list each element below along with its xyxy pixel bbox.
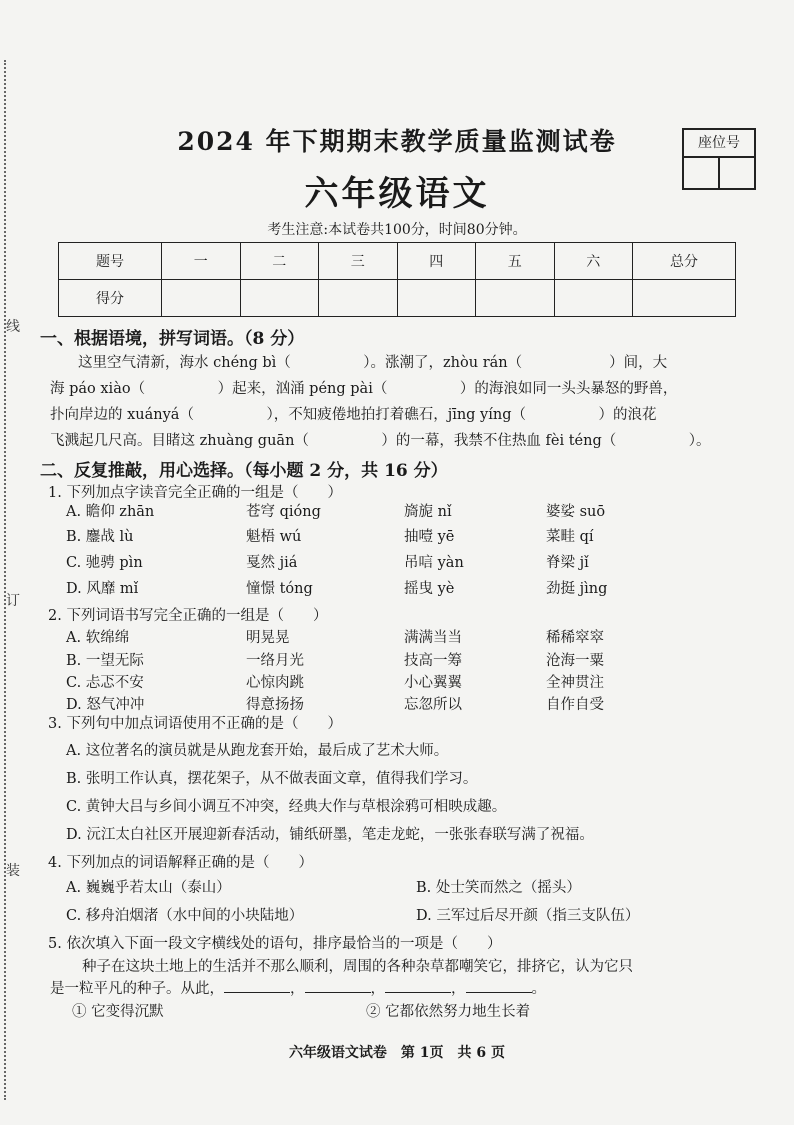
q5-separator: 。 — [531, 981, 546, 997]
q2-option: 心惊肉跳 — [246, 675, 304, 691]
q2-option: 忘忽所以 — [404, 697, 462, 713]
q2-option: C. 忐忑不安 — [66, 675, 144, 691]
question-5-stem: 5. 依次填入下面一段文字横线处的语句，排序最恰当的一项是（ ） — [48, 936, 502, 952]
q5-blank — [224, 978, 290, 993]
q3-option: C. 黄钟大吕与乡间小调互不冲突，经典大作与草根涂鸦可相映成趣。 — [66, 799, 507, 815]
seat-number-box — [682, 128, 756, 190]
section-1-line: 扑向岸边的 xuányá（ ），不知疲倦地拍打着礁石，jīng yíng（ ）的浪花 — [50, 407, 657, 423]
q2-option: D. 怒气冲冲 — [66, 697, 145, 713]
q2-option: 一络月光 — [246, 653, 304, 669]
section-1-line: 这里空气清新，海水 chéng bì（ ）。涨潮了，zhòu rán（ ）间，大 — [78, 355, 668, 371]
q5-separator: ， — [370, 981, 385, 997]
exam-subtitle: 六年级语文 — [304, 174, 490, 214]
binding-line — [4, 60, 12, 1100]
q1-option: 摇曳 yè — [404, 581, 455, 597]
q3-option: A. 这位著名的演员就是从跑龙套开始，最后成了艺术大师。 — [66, 743, 449, 759]
q4-option: B. 处士笑而然之（摇头） — [416, 880, 581, 896]
score-header-cell: 题号 — [59, 243, 162, 280]
q5-choice: ① 它变得沉默 — [72, 1004, 164, 1020]
seat-number-label: 座位号 — [684, 130, 754, 158]
q5-passage-line — [50, 977, 546, 998]
q5-blank — [466, 978, 532, 993]
exam-notice: 考生注意:本试卷共100分，时间80分钟。 — [267, 222, 527, 238]
q2-option: 全神贯注 — [546, 675, 604, 691]
q5-separator: ， — [290, 981, 305, 997]
q1-option: 戛然 jiá — [246, 555, 298, 571]
q1-option: 魁梧 wú — [246, 529, 302, 545]
q1-option: 脊梁 jǐ — [546, 555, 589, 571]
q3-option: B. 张明工作认真，摆花架子，从不做表面文章，值得我们学习。 — [66, 771, 478, 787]
q1-option: 憧憬 tóng — [246, 581, 313, 597]
section-2-heading: 二、反复推敲，用心选择。（每小题 2 分，共 16 分） — [40, 461, 448, 481]
q3-option: D. 沅江太白社区开展迎新春活动，铺纸研墨，笔走龙蛇，一张张春联写满了祝福。 — [66, 827, 594, 843]
binding-char: 线 — [6, 319, 20, 335]
score-header-cell: 四 — [397, 243, 476, 280]
score-cell — [162, 280, 241, 317]
score-header-cell: 五 — [476, 243, 555, 280]
question-3-stem: 3. 下列句中加点词语使用不正确的是（ ） — [48, 716, 342, 732]
seat-cell — [684, 158, 720, 188]
q5-blank — [305, 978, 371, 993]
score-cell — [554, 280, 633, 317]
q4-option: D. 三军过后尽开颜（指三支队伍） — [416, 908, 640, 924]
score-table-header-row — [59, 243, 736, 280]
question-2-stem: 2. 下列词语书写完全正确的一组是（ ） — [48, 608, 328, 624]
q2-option: 沧海一粟 — [546, 653, 604, 669]
binding-char: 装 — [6, 863, 20, 879]
exam-title: 2024 年下期期末教学质量监测试卷 — [177, 127, 617, 156]
q5-blank — [385, 978, 451, 993]
q2-option: 得意扬扬 — [246, 697, 304, 713]
section-1-line: 海 páo xiào（ ）起来，汹涌 péng pài（ ）的海浪如同一头头暴怒的野兽， — [50, 381, 678, 397]
q4-option: A. 巍巍乎若太山（泰山） — [66, 880, 231, 896]
score-cell — [240, 280, 319, 317]
q5-choice: ② 它都依然努力地生长着 — [366, 1004, 531, 1020]
q2-option: 明晃晃 — [246, 630, 290, 646]
score-header-cell: 总分 — [633, 243, 736, 280]
q2-option: B. 一望无际 — [66, 653, 144, 669]
score-cell — [319, 280, 398, 317]
q1-option: 苍穹 qióng — [246, 504, 321, 520]
q1-option: B. 鏖战 lù — [66, 529, 134, 545]
q4-option: C. 移舟泊烟渚（水中间的小块陆地） — [66, 908, 304, 924]
section-1-line: 飞溅起几尺高。目睹这 zhuàng guān（ ）的一幕，我禁不住热血 fèi téng（ ）。 — [50, 433, 711, 449]
score-table-score-row — [59, 280, 736, 317]
q1-option: D. 风靡 mǐ — [66, 581, 139, 597]
score-cell — [476, 280, 555, 317]
q1-option: 吊唁 yàn — [404, 555, 464, 571]
q1-option: 旖旎 nǐ — [404, 504, 452, 520]
score-cell — [633, 280, 736, 317]
q2-option: 自作自受 — [546, 697, 604, 713]
q1-option: 抽噎 yē — [404, 529, 455, 545]
seat-cell — [720, 158, 754, 188]
question-1-stem: 1. 下列加点字读音完全正确的一组是（ ） — [48, 485, 342, 501]
q5-passage-line: 种子在这块土地上的生活并不那么顺利，周围的各种杂草都嘲笑它，排挤它，认为它只 — [82, 959, 633, 975]
score-table — [58, 242, 736, 317]
q2-option: A. 软绵绵 — [66, 630, 130, 646]
q1-option: A. 瞻仰 zhān — [66, 504, 155, 520]
q2-option: 稀稀窣窣 — [546, 630, 604, 646]
q1-option: C. 驰骋 pìn — [66, 555, 143, 571]
q1-option: 菜畦 qí — [546, 529, 594, 545]
page-footer: 六年级语文试卷 第 1页 共 6 页 — [288, 1045, 506, 1061]
score-header-cell: 二 — [240, 243, 319, 280]
section-1-heading: 一、根据语境，拼写词语。（8 分） — [40, 329, 305, 349]
q2-option: 小心翼翼 — [404, 675, 462, 691]
q2-option: 满满当当 — [404, 630, 462, 646]
score-cell — [397, 280, 476, 317]
score-header-cell: 一 — [162, 243, 241, 280]
score-header-cell: 三 — [319, 243, 398, 280]
q5-passage-prefix: 是一粒平凡的种子。从此， — [50, 981, 224, 997]
score-header-cell: 六 — [554, 243, 633, 280]
q1-option: 婆娑 suō — [546, 504, 606, 520]
question-4-stem: 4. 下列加点的词语解释正确的是（ ） — [48, 855, 313, 871]
q5-separator: ， — [451, 981, 466, 997]
binding-char: 订 — [6, 593, 20, 609]
q1-option: 劲挺 jìng — [546, 581, 608, 597]
score-row-label: 得分 — [59, 280, 162, 317]
q2-option: 技高一筹 — [404, 653, 462, 669]
